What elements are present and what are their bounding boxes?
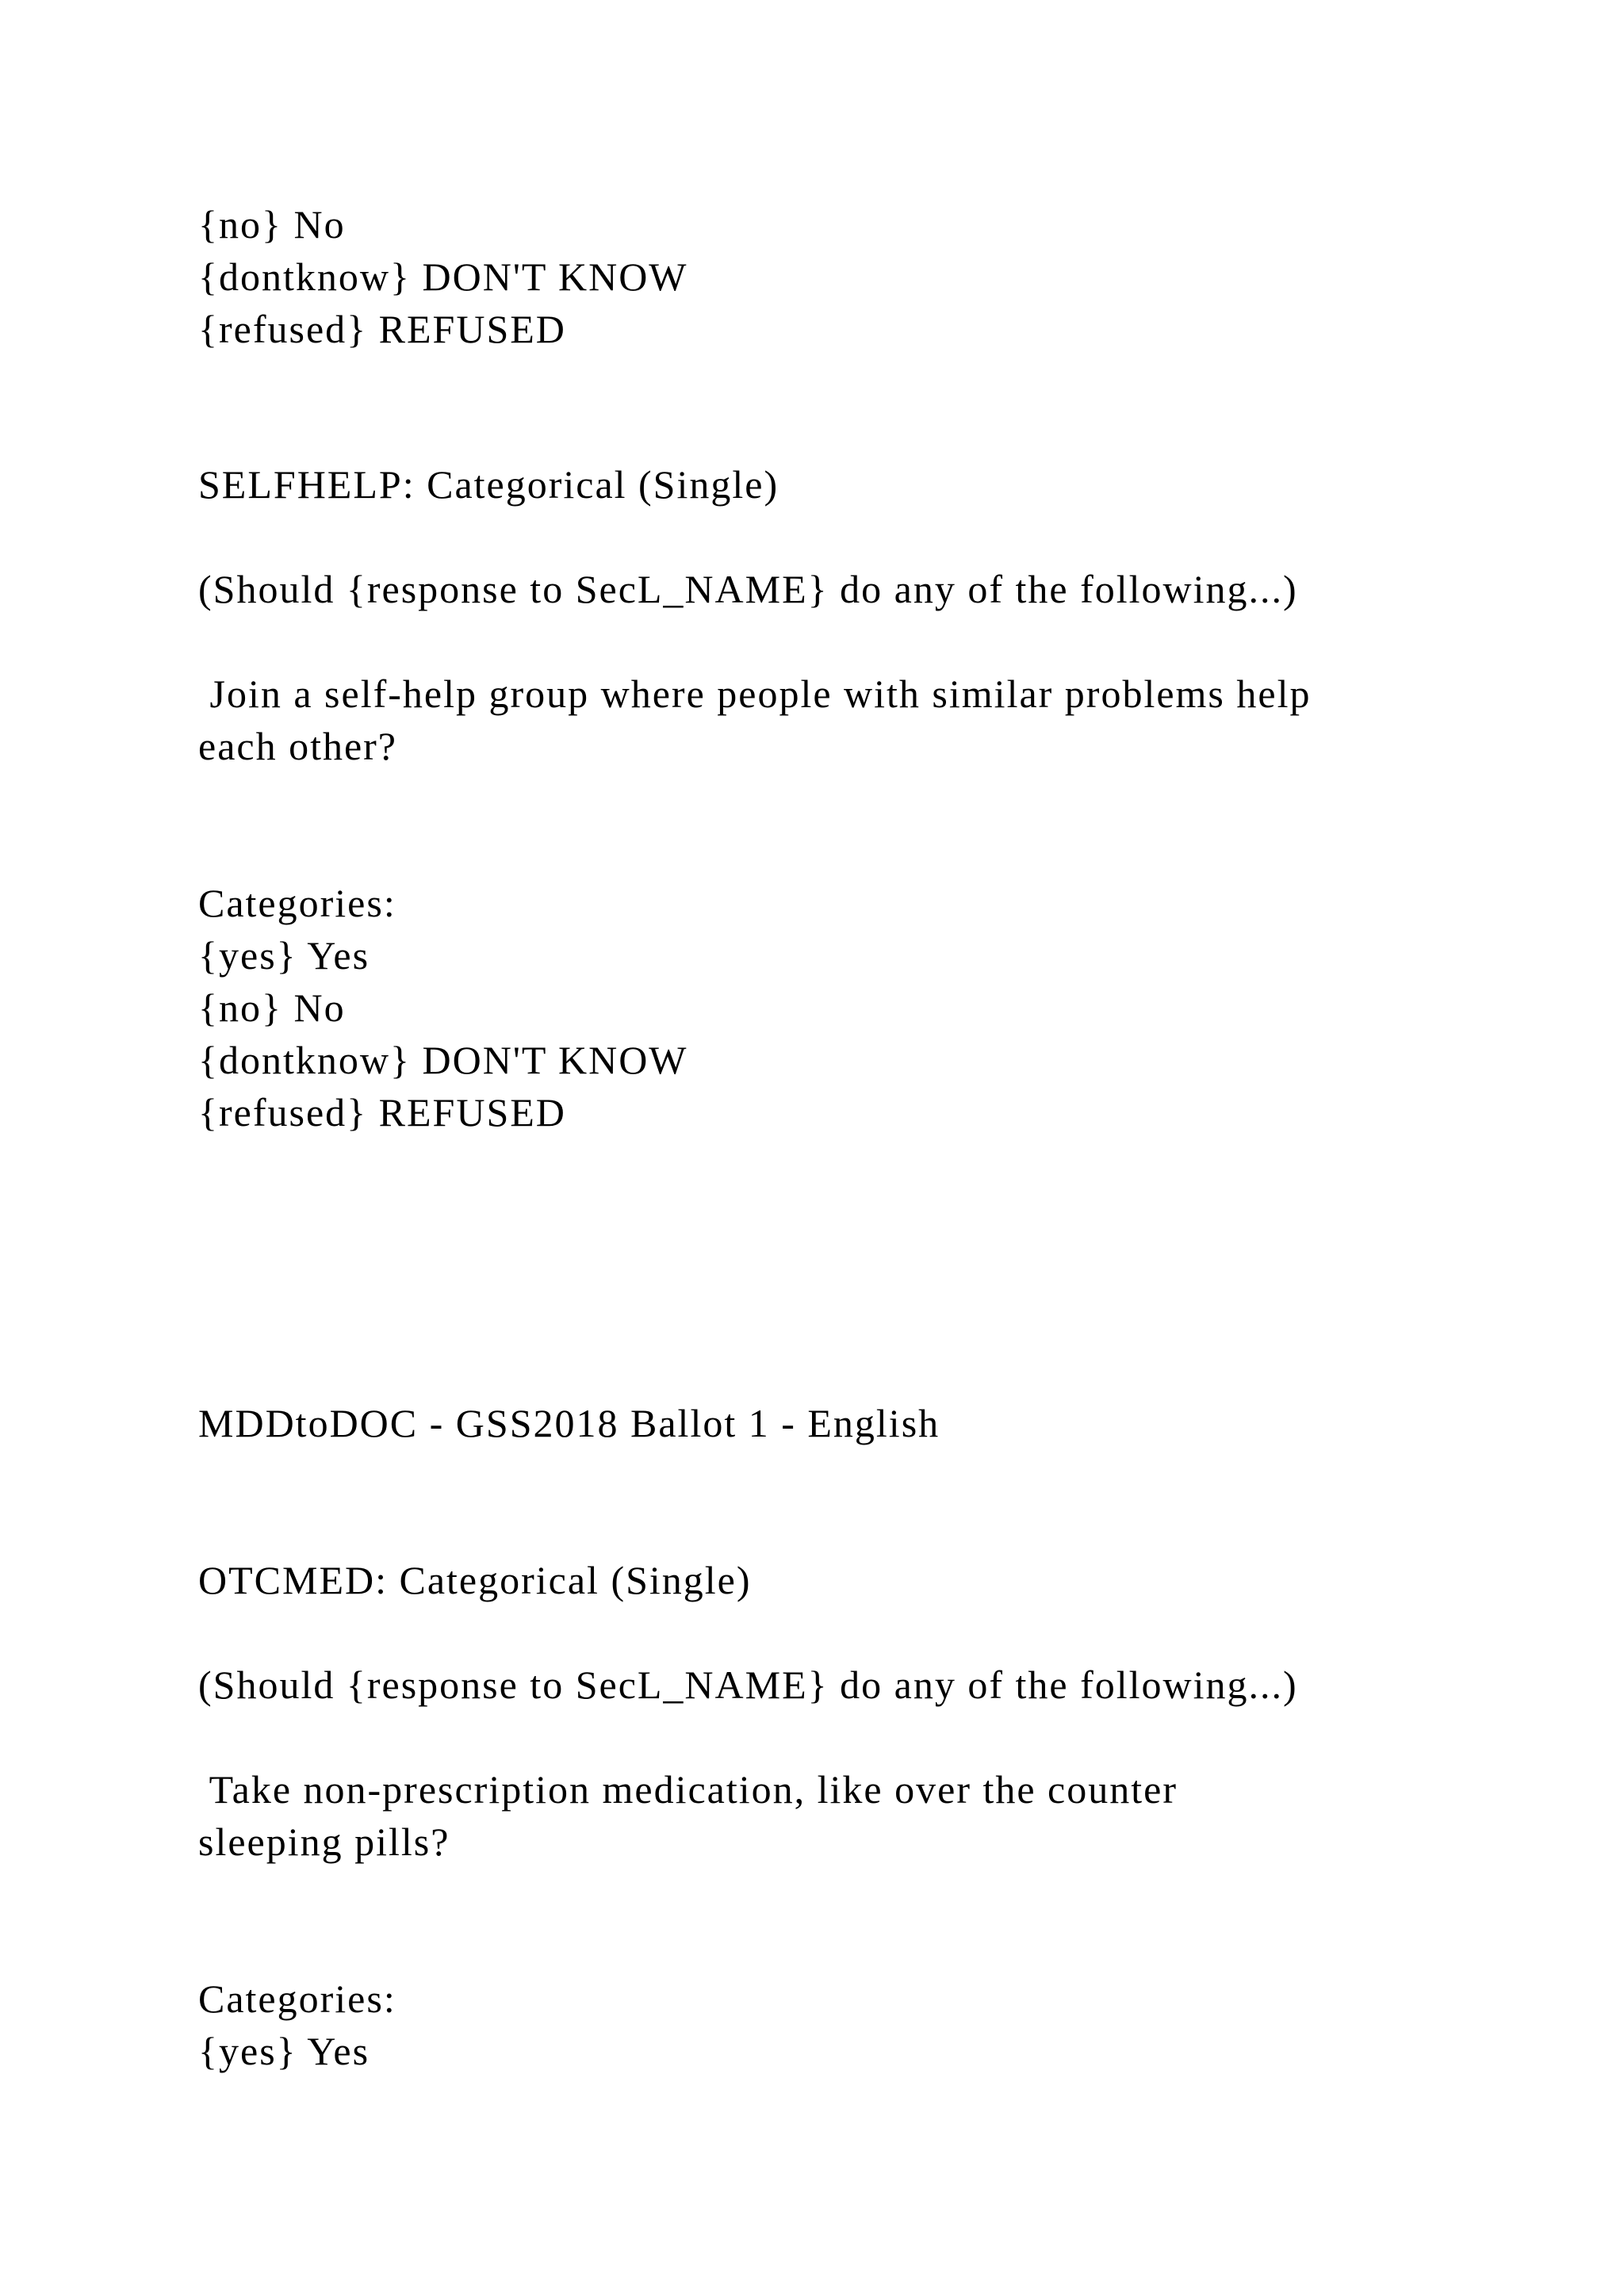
question-selfhelp-intro: (Should {response to SecL_NAME} do any of the following...) bbox=[198, 567, 1298, 611]
document-header: MDDtoDOC - GSS2018 Ballot 1 - English bbox=[198, 1401, 940, 1445]
question-otcmed-intro: (Should {response to SecL_NAME} do any of the following...) bbox=[198, 1663, 1298, 1707]
question-otcmed-text-line-1: Take non-prescription medication, like over the counter bbox=[198, 1767, 1178, 1812]
question-otcmed-heading: OTCMED: Categorical (Single) bbox=[198, 1558, 752, 1602]
option-no-line: {no} No bbox=[198, 202, 346, 247]
option-yes-line: {yes} Yes bbox=[198, 933, 370, 978]
categories-label: Categories: bbox=[198, 881, 396, 925]
option-no-line: {no} No bbox=[198, 985, 346, 1030]
option-dontknow-line: {dontknow} DON'T KNOW bbox=[198, 1038, 688, 1082]
question-selfhelp-text-line-1: Join a self-help group where people with similar problems help bbox=[198, 672, 1312, 716]
question-otcmed-text-line-2: sleeping pills? bbox=[198, 1820, 450, 1864]
question-selfhelp-heading: SELFHELP: Categorical (Single) bbox=[198, 462, 779, 507]
option-dontknow-line: {dontknow} DON'T KNOW bbox=[198, 254, 688, 299]
question-selfhelp-text-line-2: each other? bbox=[198, 724, 398, 768]
option-refused-line: {refused} REFUSED bbox=[198, 307, 566, 351]
categories-label: Categories: bbox=[198, 1976, 396, 2021]
option-yes-line: {yes} Yes bbox=[198, 2029, 370, 2073]
option-refused-line: {refused} REFUSED bbox=[198, 1090, 566, 1135]
